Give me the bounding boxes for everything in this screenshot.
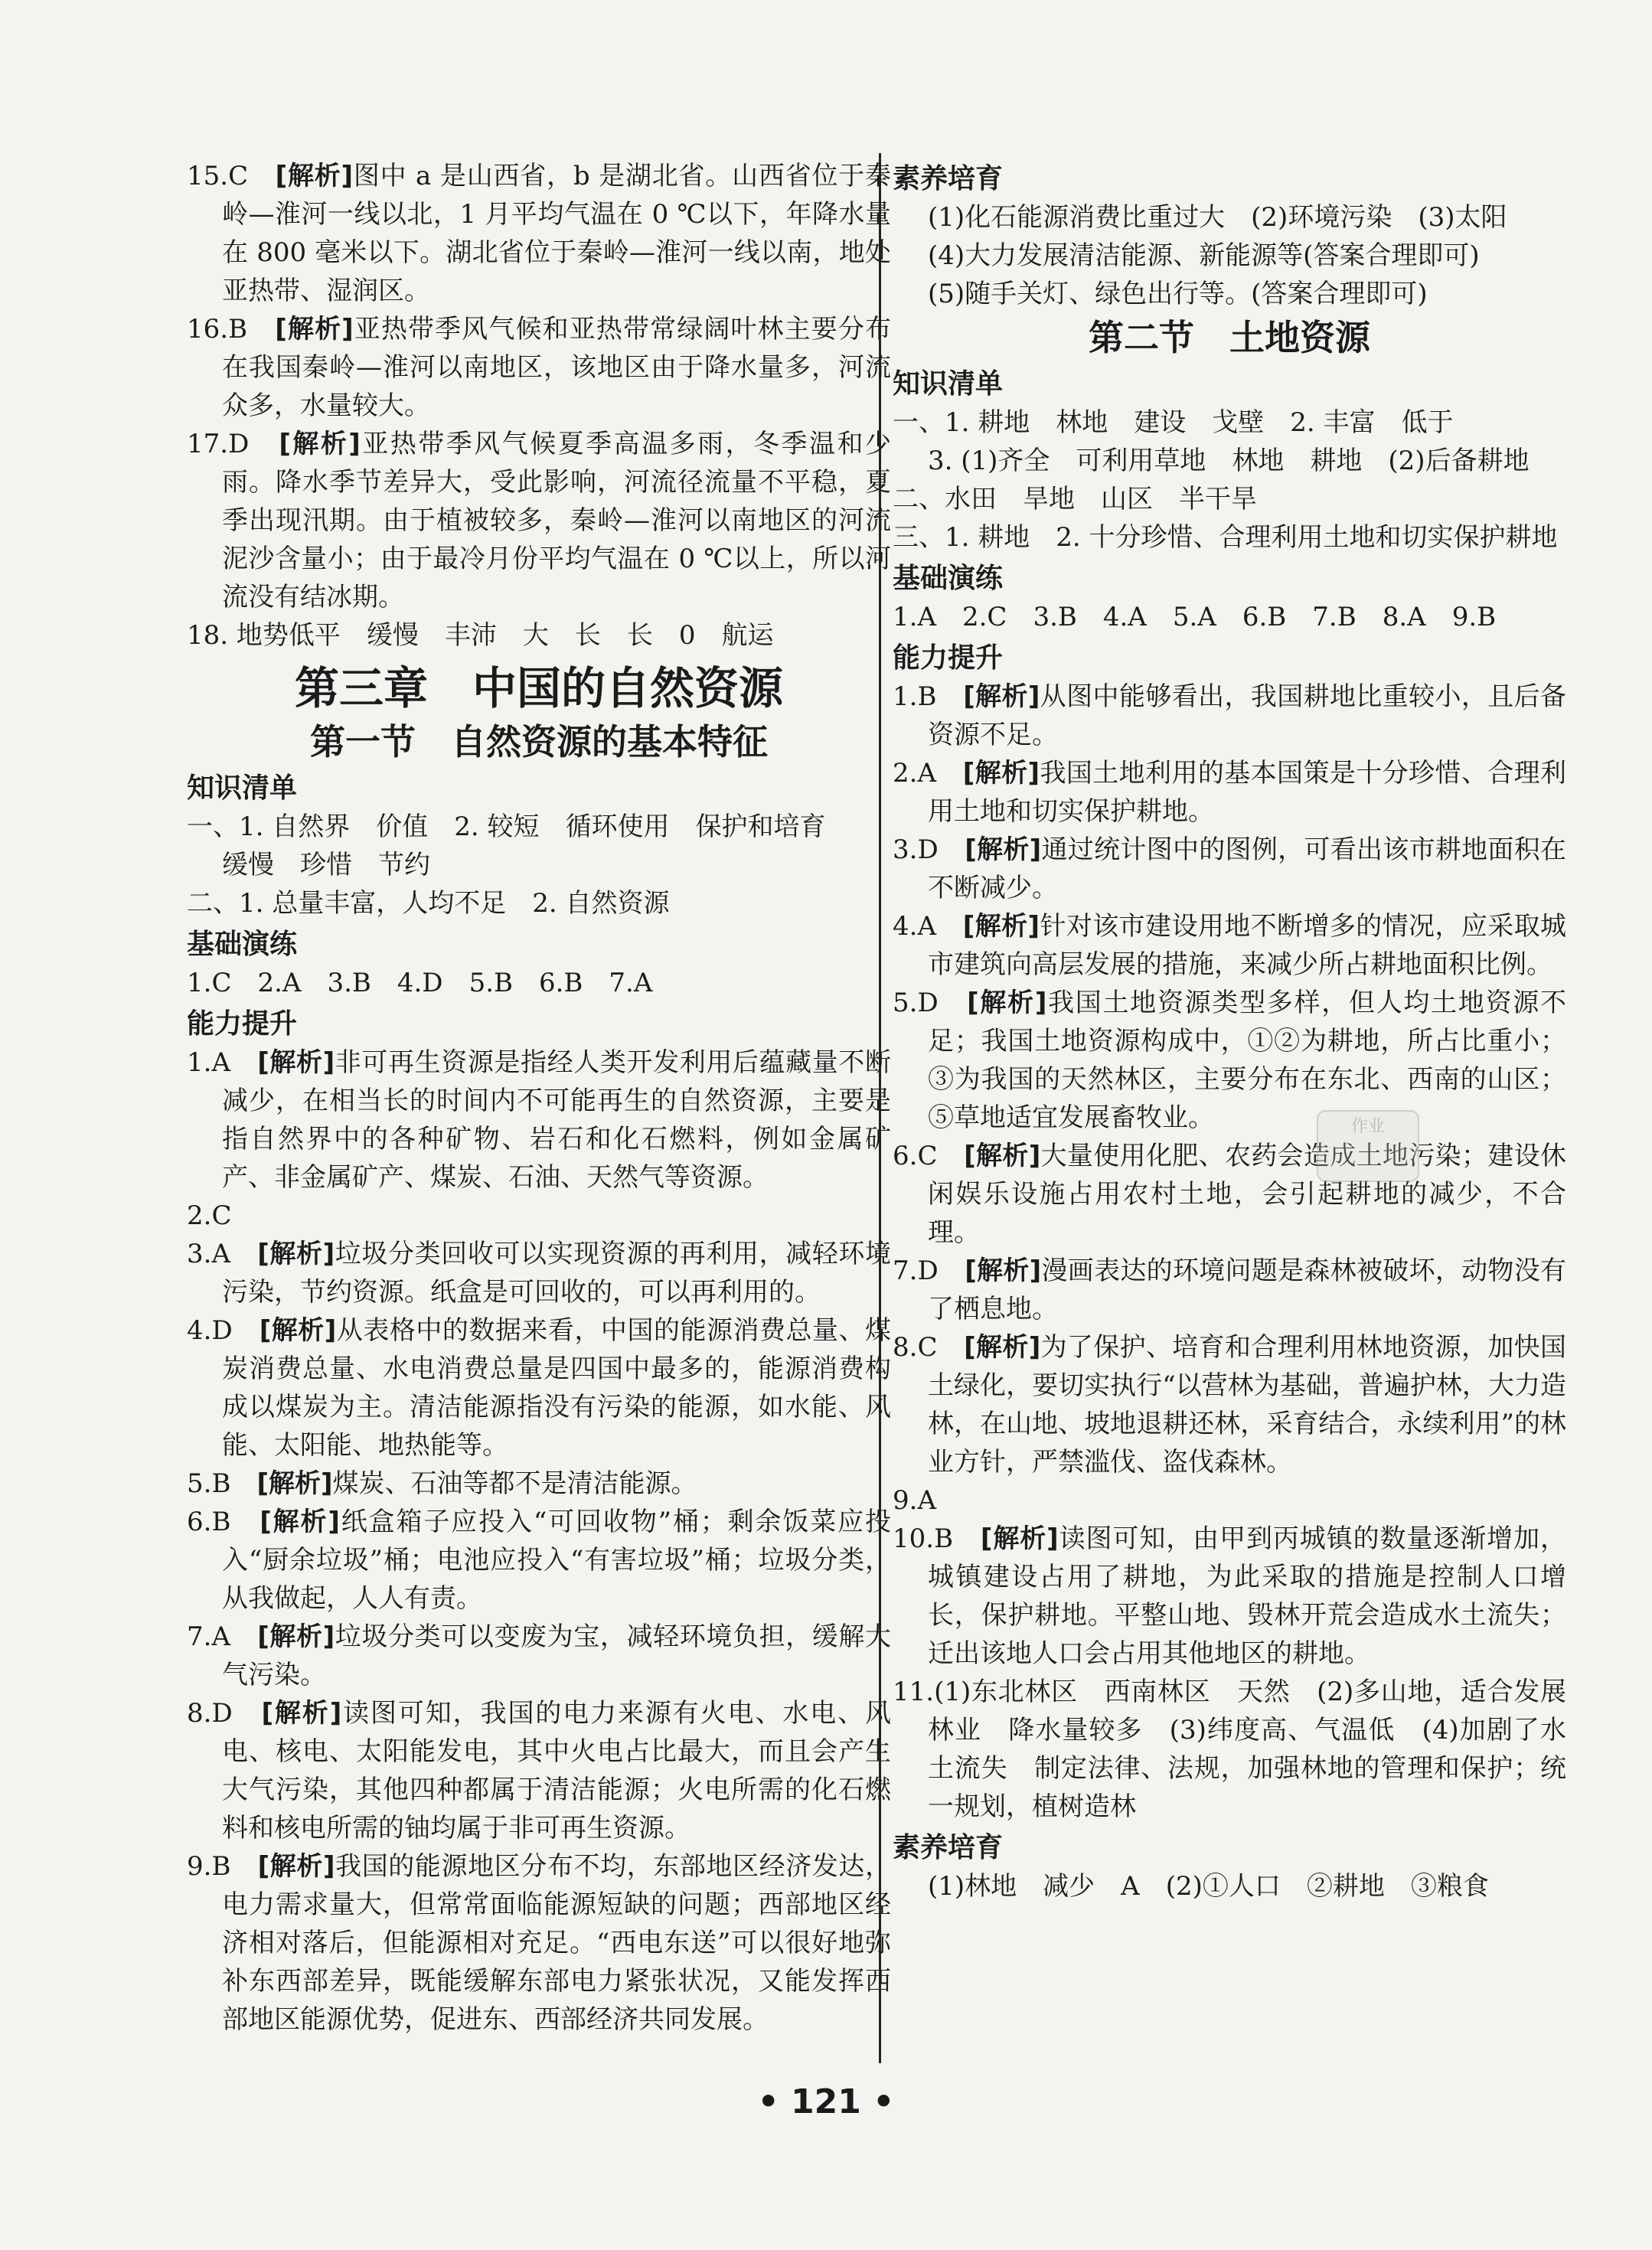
- knowledge-line-1b: 缓慢 珍惜 节约: [222, 850, 430, 880]
- answer-number: 4.A: [893, 911, 936, 942]
- answer-number: 17.D: [187, 429, 250, 459]
- answer-explanation: 针对该市建设用地不断增多的情况，应采取城市建筑向高层发展的措施，来减少所占耕地面积比例。: [928, 911, 1567, 980]
- answer-explanation: 煤炭、石油等都不是清洁能源。: [332, 1468, 697, 1499]
- watermark-text: 作业: [1350, 1117, 1385, 1136]
- answer-item: [187, 1197, 891, 1235]
- answer-item: [187, 1043, 891, 1197]
- watermark-stamp: [1317, 1110, 1419, 1182]
- answer-explanation: 我国土地利用的基本国策是十分珍惜、合理利用土地和切实保护耕地。: [928, 758, 1567, 827]
- knowledge2-line-3: 三、1. 耕地 2. 十分珍惜、合理利用土地和切实保护耕地: [893, 522, 1558, 553]
- answer-number: 8.C: [893, 1332, 938, 1363]
- answer-item: [893, 1520, 1566, 1673]
- answer-explanation: 通过统计图中的图例，可看出该市耕地面积在不断减少。: [928, 834, 1567, 903]
- answer-item: [893, 1481, 1566, 1520]
- basic-practice-answers-2: 1.A 2.C 3.B 4.A 5.A 6.B 7.B 8.A 9.B: [893, 602, 1497, 632]
- answer-number: 11.: [893, 1677, 935, 1707]
- answer-explanation: 亚热带季风气候和亚热带常绿阔叶林主要分布在我国秦岭—淮河以南地区，该地区由于降水量多，河流众多，水量较大。: [222, 314, 892, 421]
- answer-number: 9.B: [187, 1851, 231, 1882]
- literacy2-line-1: (1)林地 减少 A (2)①人口 ②耕地 ③粮食: [928, 1871, 1489, 1902]
- literacy-line-1: (1)化石能源消费比重过大 (2)环境污染 (3)太阳: [928, 202, 1507, 233]
- answer-item: [187, 1694, 891, 1847]
- ability-heading: 能力提升: [187, 1008, 298, 1040]
- basic-practice-heading: 基础演练: [187, 929, 298, 960]
- answer-item-18: 18. 地势低平 缓慢 丰沛 大 长 长 0 航运: [187, 620, 774, 651]
- left-column: [187, 157, 891, 2039]
- knowledge-list-heading-2: 知识清单: [893, 368, 1004, 400]
- analysis-tag: [解析]: [259, 1315, 337, 1346]
- knowledge-line-2: 二、1. 总量丰富，人均不足 2. 自然资源: [187, 888, 670, 919]
- analysis-tag: [解析]: [260, 1507, 340, 1537]
- answer-number: 5.B: [187, 1468, 231, 1499]
- answer-explanation: 从图中能够看出，我国耕地比重较小，且后备资源不足。: [928, 681, 1567, 750]
- answer-explanation: 为了保护、培育和合理利用林地资源，加快国土绿化，要切实执行“以营林为基础，普遍护林，大力造林，在山地、坡地退耕还林，采育结合，永续利用”的林业方针，严禁滥伐、盗伐森林。: [928, 1332, 1567, 1478]
- basic-practice-heading-2: 基础演练: [893, 563, 1004, 594]
- answer-item: [187, 310, 891, 425]
- basic-practice-answers: 1.C 2.A 3.B 4.D 5.B 6.B 7.A: [187, 968, 653, 998]
- ability-answer-list: [187, 1043, 891, 2039]
- answer-explanation: 漫画表达的环境问题是森林被破坏，动物没有了栖息地。: [928, 1256, 1567, 1324]
- chapter-title: 第三章 中国的自然资源: [294, 662, 783, 714]
- literacy-heading-2: 素养培育: [893, 1832, 1004, 1863]
- answer-number: 9.A: [893, 1485, 936, 1516]
- analysis-tag: [解析]: [967, 988, 1047, 1018]
- answer-item: [187, 157, 891, 310]
- analysis-tag: [解析]: [257, 1851, 335, 1882]
- answer-number: 10.B: [893, 1523, 954, 1554]
- analysis-tag: [解析]: [964, 1332, 1041, 1363]
- answer-explanation: 垃圾分类回收可以实现资源的再利用，减轻环境污染，节约资源。纸盒是可回收的，可以再利用的。: [222, 1239, 892, 1308]
- answer-number: 4.D: [187, 1315, 233, 1346]
- analysis-tag: [解析]: [965, 1256, 1042, 1286]
- analysis-tag: [解析]: [257, 1047, 335, 1078]
- answer-item: [893, 984, 1566, 1137]
- literacy-line-2: (4)大力发展清洁能源、新能源等(答案合理即可): [928, 240, 1480, 271]
- knowledge2-line-2: 二、水田 旱地 山区 半干旱: [893, 484, 1257, 514]
- answer-number: 3.D: [893, 834, 939, 865]
- answer-explanation: 纸盒箱子应投入“可回收物”桶；剩余饭菜应投入“厨余垃圾”桶；电池应投入“有害垃圾”桶；垃圾分类，从我做起，人人有责。: [222, 1507, 892, 1614]
- answer-number: 3.A: [187, 1239, 230, 1269]
- answer-item: [187, 1235, 891, 1311]
- answer-item: [893, 678, 1566, 754]
- answer-item: [893, 754, 1566, 831]
- answer-explanation: 非可再生资源是指经人类开发利用后蕴藏量不断减少，在相当长的时间内不可能再生的自然资源，主要是指自然界中的各种矿物、岩石和化石燃料，例如金属矿产、非金属矿产、煤炭、石油、天然气等资源。: [222, 1047, 892, 1193]
- page-number: • 121 •: [757, 2082, 895, 2121]
- right-column: [893, 157, 1566, 1905]
- answer-item: [187, 1503, 891, 1618]
- answer-explanation: 垃圾分类可以变废为宝，减轻环境负担，缓解大气污染。: [222, 1621, 892, 1690]
- answer-item: [893, 831, 1566, 907]
- analysis-tag: [解析]: [963, 681, 1040, 712]
- answer-number: 1.A: [187, 1047, 230, 1078]
- answer-item: [893, 1673, 1566, 1826]
- section-title-2: 第二节 土地资源: [1089, 317, 1370, 358]
- answer-item: [187, 1465, 891, 1503]
- answer-number: 6.C: [893, 1141, 938, 1171]
- analysis-tag: [解析]: [980, 1523, 1059, 1554]
- answer-explanation: 从表格中的数据来看，中国的能源消费总量、煤炭消费总量、水电消费总量是四国中最多的，能源消费构成以煤炭为主。清洁能源指没有污染的能源，如水能、风能、太阳能、地热能等。: [222, 1315, 892, 1461]
- answer-item: [893, 1252, 1566, 1328]
- answer-item: [187, 425, 891, 616]
- answer-item: [893, 1328, 1566, 1481]
- answer-explanation: 亚热带季风气候夏季高温多雨，冬季温和少雨。降水季节差异大，受此影响，河流径流量不平稳，夏季出现汛期。由于植被较多，秦岭—淮河以南地区的河流泥沙含量小；由于最冷月份平均气温在 0 ℃以上，所以河流没有结冰期。: [222, 429, 892, 612]
- answer-explanation: (1)东北林区 西南林区 天然 (2)多山地，适合发展林业 降水量较多 (3)纬度高、气温低 (4)加剧了水土流失 制定法律、法规，加强林地的管理和保护；统一规划，植树造林: [928, 1677, 1566, 1822]
- answer-explanation: 读图可知，我国的电力来源有火电、水电、风电、核电、太阳能发电，其中火电占比最大，而且会产生大气污染，其他四种都属于清洁能源；火电所需的化石燃料和核电所需的铀均属于非可再生资源。: [222, 1698, 892, 1843]
- answer-number: 7.D: [893, 1256, 939, 1286]
- analysis-tag: [解析]: [964, 1141, 1041, 1171]
- answer-number: 1.B: [893, 681, 937, 712]
- answer-item: [187, 1618, 891, 1694]
- answer-explanation: 图中 a 是山西省，b 是湖北省。山西省位于秦岭—淮河一线以北，1 月平均气温在 0 ℃以下，年降水量在 800 毫米以下。湖北省位于秦岭—淮河一线以南，地处亚热带、湿润区。: [222, 161, 892, 306]
- answer-item: [893, 1137, 1566, 1252]
- answer-number: 7.A: [187, 1621, 230, 1652]
- knowledge2-line-1: 一、1. 耕地 林地 建设 戈壁 2. 丰富 低于: [893, 407, 1454, 438]
- analysis-tag: [解析]: [261, 1698, 342, 1729]
- ability-heading-2: 能力提升: [893, 642, 1004, 674]
- literacy-heading: 素养培育: [893, 163, 1004, 194]
- answer-number: 6.B: [187, 1507, 231, 1537]
- analysis-tag: [解析]: [962, 911, 1040, 942]
- analysis-tag: [解析]: [275, 161, 354, 191]
- answer-explanation: 读图可知，由甲到丙城镇的数量逐渐增加，城镇建设占用了耕地，为此采取的措施是控制人口增长，保护耕地。平整山地、毁林开荒会造成水土流失；迁出该地人口会占用其他地区的耕地。: [928, 1523, 1567, 1669]
- answer-item: [187, 1311, 891, 1465]
- answer-item: [893, 907, 1566, 984]
- literacy-line-3: (5)随手关灯、绿色出行等。(答案合理即可): [928, 279, 1428, 309]
- analysis-tag: [解析]: [962, 758, 1040, 789]
- answer-number: 16.B: [187, 314, 248, 345]
- analysis-tag: [解析]: [279, 429, 361, 459]
- analysis-tag: [解析]: [257, 1621, 335, 1652]
- answer-item: [187, 1847, 891, 2039]
- answer-explanation: 我国的能源地区分布不均，东部地区经济发达，电力需求量大，但常常面临能源短缺的问题；西部地区经济相对落后，但能源相对充足。“西电东送”可以很好地弥补东西部差异，既能缓解东部电力紧张状况，又能发挥西部地区能源优势，促进东、西部经济共同发展。: [222, 1851, 892, 2035]
- answer-list-chapter2: [187, 157, 891, 616]
- analysis-tag: [解析]: [257, 1239, 335, 1269]
- answer-number: 2.A: [893, 758, 936, 789]
- analysis-tag: [解析]: [965, 834, 1042, 865]
- answer-explanation: 大量使用化肥、农药会造成土地污染；建设休闲娱乐设施占用农村土地，会引起耕地的减少，不合理。: [928, 1141, 1567, 1248]
- analysis-tag: [解析]: [275, 314, 354, 345]
- answer-explanation: 我国土地资源类型多样，但人均土地资源不足；我国土地资源构成中，①②为耕地，所占比重小；③为我国的天然林区，主要分布在东北、西南的山区；⑤草地适宜发展畜牧业。: [928, 988, 1567, 1133]
- knowledge2-line-1b: 3. (1)齐全 可利用草地 林地 耕地 (2)后备耕地: [928, 446, 1530, 476]
- answer-number: 8.D: [187, 1698, 233, 1729]
- ability-answer-list-2: [893, 678, 1566, 1826]
- answer-number: 2.C: [187, 1200, 232, 1231]
- knowledge-line-1: 一、1. 自然界 价值 2. 较短 循环使用 保护和培育: [187, 812, 826, 842]
- section-title-1: 第一节 自然资源的基本特征: [310, 721, 768, 763]
- answer-number: 5.D: [893, 988, 939, 1018]
- analysis-tag: [解析]: [256, 1468, 333, 1499]
- knowledge-list-heading: 知识清单: [187, 772, 298, 804]
- answer-number: 15.C: [187, 161, 249, 191]
